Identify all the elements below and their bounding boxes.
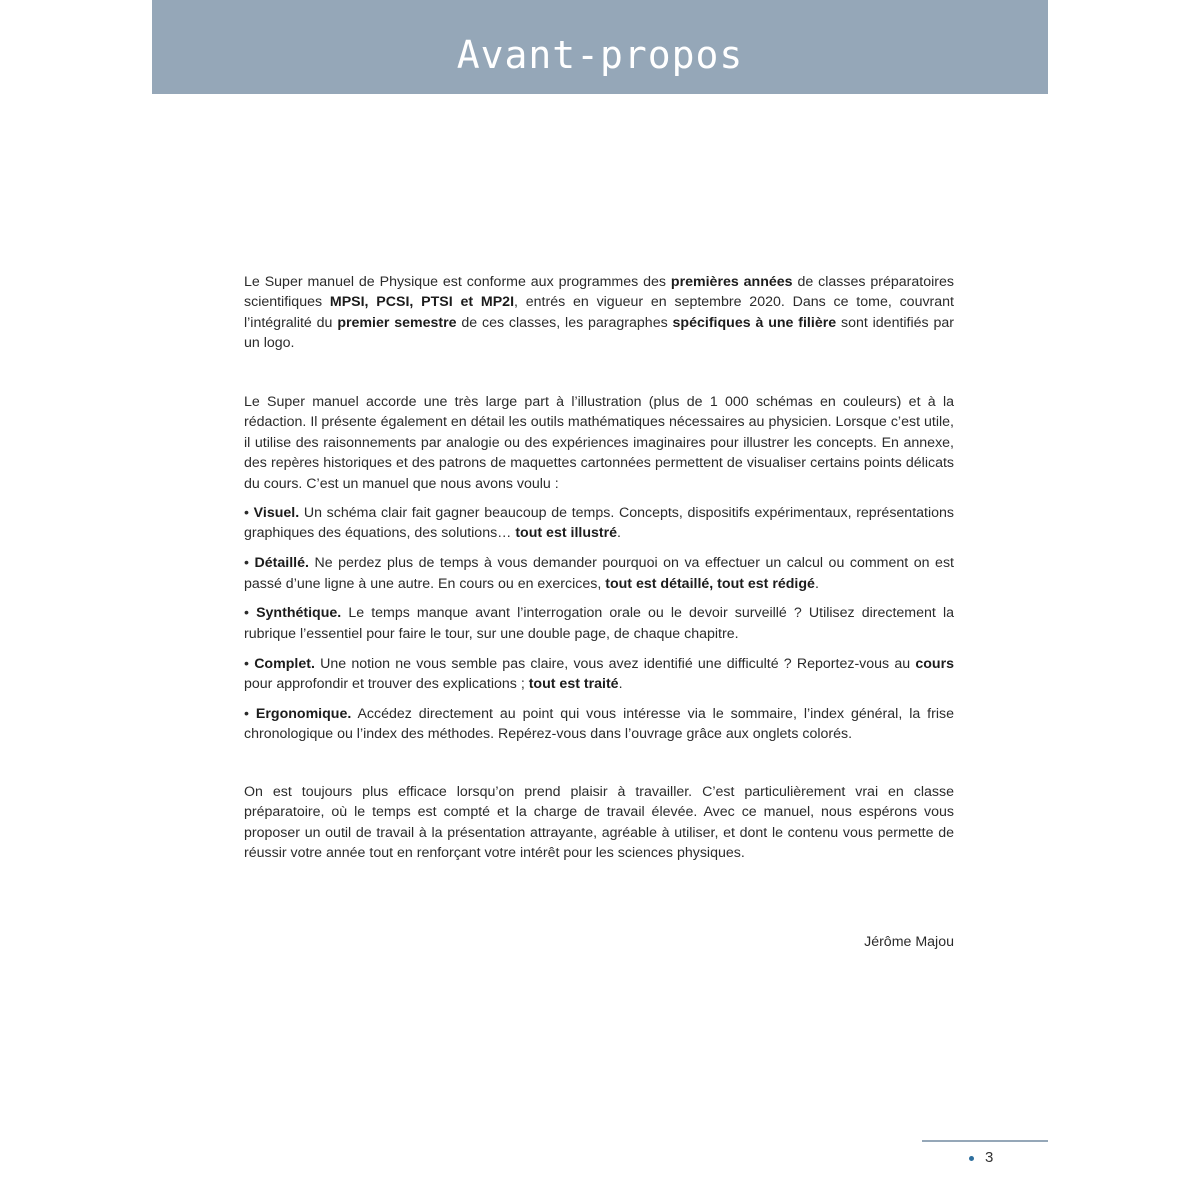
list-item [244,553,954,594]
footer-dot-icon [969,1156,974,1161]
list-item [244,603,954,644]
bullet-text: Une notion ne vous semble pas claire, vous avez identifié une difficulté ? Reportez-vous au [314,655,916,672]
bullet-tail: pour approfondir et trouver des explications ; [244,676,529,693]
intro-bold-3: premier semestre [337,314,457,331]
intro-text-3: , entrés en vigueur en septembre 2020. Dans ce tome, couvrant l’intégralité du [244,294,954,331]
intro-bold-2: MPSI, PCSI, PTSI et MP2I [329,294,515,311]
footer-rule [922,1140,1048,1142]
bullet-title: Ergonomique. [255,705,352,722]
bullet-title: Visuel. [253,505,300,521]
list-item [244,654,954,695]
bullet-title: Complet. [254,655,315,672]
page-title: Avant-propos [456,33,744,77]
intro-bold-1: premières années [670,274,793,290]
intro-text-1: Le Super manuel de Physique est conforme aux programmes des [244,274,671,290]
bullet-text: Ne perdez plus de temps à vous demander pourquoi on va effectuer un calcul ou comment on est passé d’une ligne à une autre. En cours ou en exercices, [244,555,954,592]
bullet-tail-2: . [618,676,623,693]
page-number: 3 [985,1149,994,1166]
bullet-emphasis-2: tout est traité [528,676,619,693]
bullet-emphasis: tout est illustré [515,525,618,542]
bullet-emphasis: cours [915,655,954,672]
intro-paragraph [244,272,954,354]
intro-text-5: sont identifiés par un logo. [244,314,954,352]
feature-list [244,503,954,754]
bullet-marker: • [244,505,249,521]
header-band [152,0,1048,94]
bullet-marker: • [244,705,249,722]
bullet-marker: • [244,555,249,572]
closing-paragraph: On est toujours plus efficace lorsqu’on prend plaisir à travailler. C’est particulièrement vrai en classe préparatoire, où le temps est compté et la charge de travail élevée. Avec ce manuel, nous espérons vous proposer un outil de travail à la présentation attrayante, agréable à utiliser, et dont le contenu vous permette de réussir votre année tout en renforçant votre intérêt pour les sciences physiques. [244,784,954,862]
bullet-text: Un schéma clair fait gagner beaucoup de temps. Concepts, dispositifs expérimentaux, représentations graphiques des équations, des solutions… [244,505,954,542]
bullet-tail: . [814,575,819,592]
intro-text-4: de ces classes, les paragraphes [456,314,673,331]
bullet-tail: . [617,525,621,542]
bullet-marker: • [244,605,249,622]
approach-paragraph: Le Super manuel accorde une très large part à l’illustration (plus de 1 000 schémas en couleurs) et à la rédaction. Il présente également en détail les outils mathématiques nécessaires au physicien. Lorsque c’est utile, il utilise des raisonnements par analogie ou des expériences imaginaires pour illustrer les concepts. En annexe, des repères historiques et des patrons de maquettes cartonnées permettent de visualiser certains points délicats du cours. C’est un manuel que nous avons voulu : [244,394,954,492]
bullet-marker: • [244,655,249,672]
list-item [244,704,954,745]
intro-text-2: de classes préparatoires scientifiques [244,274,954,311]
bullet-title: Détaillé. [254,555,309,572]
bullet-emphasis: tout est détaillé, tout est rédigé [605,575,815,592]
intro-bold-4: spécifiques à une filière [672,314,837,331]
bullet-text: Accédez directement au point qui vous intéresse via le sommaire, l’index général, la frise chronologique ou l’index des méthodes. Repérez-vous dans l’ouvrage grâce aux onglets colorés. [244,705,954,743]
bullet-text: Le temps manque avant l’interrogation orale ou le devoir surveillé ? Utilisez directement la rubrique l’essentiel pour faire le tour, sur une double page, de chaque chapitre. [244,605,954,642]
bullet-title: Synthétique. [256,605,342,622]
author-signature: Jérôme Majou [864,934,954,950]
list-item [244,503,954,544]
